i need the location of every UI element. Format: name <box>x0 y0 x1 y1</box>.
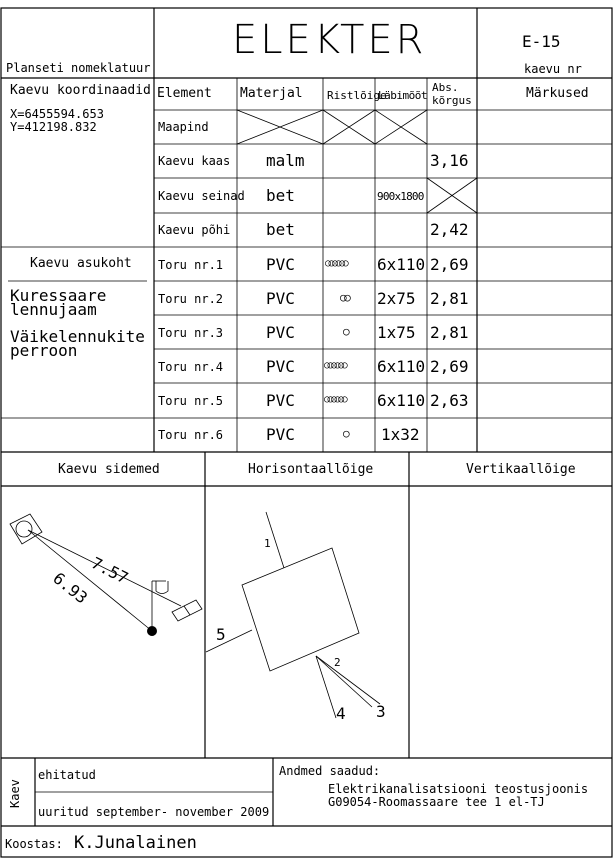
row-material: PVC <box>266 255 295 274</box>
footer-well-label: Kaev <box>8 779 22 808</box>
row-element: Toru nr.5 <box>158 394 224 408</box>
row-diameter: 2x75 <box>377 289 416 308</box>
pipe-label-5: 5 <box>216 625 226 644</box>
row-element: Kaevu seinad <box>158 189 245 203</box>
row-height: 2,81 <box>430 289 469 308</box>
row-diameter: 900x1800 <box>377 190 424 203</box>
row-cross: ○○○○○○ <box>324 394 346 405</box>
col-header-abs-2: kõrgus <box>432 94 472 107</box>
section-ties-title: Kaevu sidemed <box>58 462 160 477</box>
footer-source-1: Elektrikanalisatsiooni teostusjoonis <box>328 782 589 796</box>
pipe-label-3: 3 <box>376 702 386 721</box>
row-material: bet <box>266 220 295 239</box>
row-element: Kaevu kaas <box>158 154 231 168</box>
row-material: PVC <box>266 425 295 444</box>
col-header-material: Materjal <box>240 86 303 101</box>
row-diameter: 6x110 <box>377 357 426 376</box>
col-header-abs-1: Abs. <box>432 81 459 94</box>
footer-surveyed: uuritud september- november 2009 <box>38 805 270 819</box>
row-material: PVC <box>266 323 295 342</box>
footer-author-label: Koostas: <box>5 837 63 851</box>
tie-line-2 <box>28 530 152 631</box>
row-element: Toru nr.2 <box>158 292 224 306</box>
row-material: PVC <box>266 391 295 410</box>
section-horizontal-title: Horisontaallõige <box>248 462 374 477</box>
pipe-label-2: 2 <box>334 656 341 669</box>
row-diameter: 6x110 <box>377 391 426 410</box>
row-material: malm <box>266 151 305 170</box>
page-title: ELEKTER <box>232 17 427 63</box>
row-element: Toru nr.3 <box>158 326 224 340</box>
footer-built: ehitatud <box>38 768 96 782</box>
location-line-1: Kuressaare <box>10 286 107 305</box>
coord-y: Y=412198.832 <box>10 120 97 134</box>
seinad-height-cross <box>427 178 477 213</box>
row-diameter: 6x110 <box>377 255 426 274</box>
well-id: E-15 <box>522 32 561 51</box>
maapind-cross-marks <box>237 110 427 144</box>
horizontal-section-drawing <box>206 512 380 718</box>
location-line-3: Väikelennukite <box>10 327 145 346</box>
location-line-4: perroon <box>10 341 78 360</box>
row-element: Maapind <box>158 120 209 134</box>
row-cross: ○ <box>343 427 350 440</box>
row-cross: ○○○○○○ <box>325 258 347 269</box>
row-material: bet <box>266 186 295 205</box>
reference-point-symbol <box>10 514 42 544</box>
row-material: PVC <box>266 289 295 308</box>
location-line-2: lennujaam <box>10 300 97 319</box>
section-vertical-title: Vertikaallõige <box>466 462 576 477</box>
well-chamber-outline <box>242 548 359 671</box>
row-height: 2,63 <box>430 391 469 410</box>
row-height: 3,16 <box>430 151 469 170</box>
coord-x: X=6455594.653 <box>10 107 104 121</box>
tie-distance-2: 6.93 <box>49 568 92 608</box>
location-label: Kaevu asukoht <box>30 256 132 271</box>
pipe-2-line <box>316 656 380 704</box>
row-material: PVC <box>266 357 295 376</box>
row-cross: ○ <box>343 325 350 338</box>
row-cross: ○○ <box>340 291 349 304</box>
well-marker <box>147 626 157 636</box>
tie-distance-1: 7.57 <box>88 553 132 588</box>
col-header-cross-section: Ristlõige <box>327 89 387 102</box>
col-header-element: Element <box>157 86 212 101</box>
row-element: Kaevu põhi <box>158 223 231 237</box>
pipe-label-4: 4 <box>336 704 346 723</box>
row-cross: ○○○○○○ <box>324 360 346 371</box>
row-diameter: 1x75 <box>377 323 416 342</box>
row-diameter: 1x32 <box>381 425 420 444</box>
row-height: 2,81 <box>430 323 469 342</box>
footer-source-2: G09054-Roomassaare tee 1 el-TJ <box>328 795 545 809</box>
col-header-notes: Märkused <box>526 86 589 101</box>
row-element: Toru nr.6 <box>158 428 224 442</box>
col-header-diameter: Läbimõõt <box>378 89 427 102</box>
pole-symbol <box>156 581 168 594</box>
pipe-label-1: 1 <box>264 537 271 550</box>
row-element: Toru nr.1 <box>158 258 224 272</box>
footer-data-from-label: Andmed saadud: <box>279 764 381 778</box>
row-height: 2,69 <box>430 255 469 274</box>
pipe-5-line <box>206 630 252 652</box>
nomenclature-label: Planseti nomeklatuur <box>6 61 151 75</box>
footer-author: K.Junalainen <box>74 833 197 853</box>
row-height: 2,69 <box>430 357 469 376</box>
well-no-label: kaevu nr <box>524 62 582 76</box>
row-height: 2,42 <box>430 220 469 239</box>
row-element: Toru nr.4 <box>158 360 224 374</box>
coords-label: Kaevu koordinaadid <box>10 83 151 98</box>
